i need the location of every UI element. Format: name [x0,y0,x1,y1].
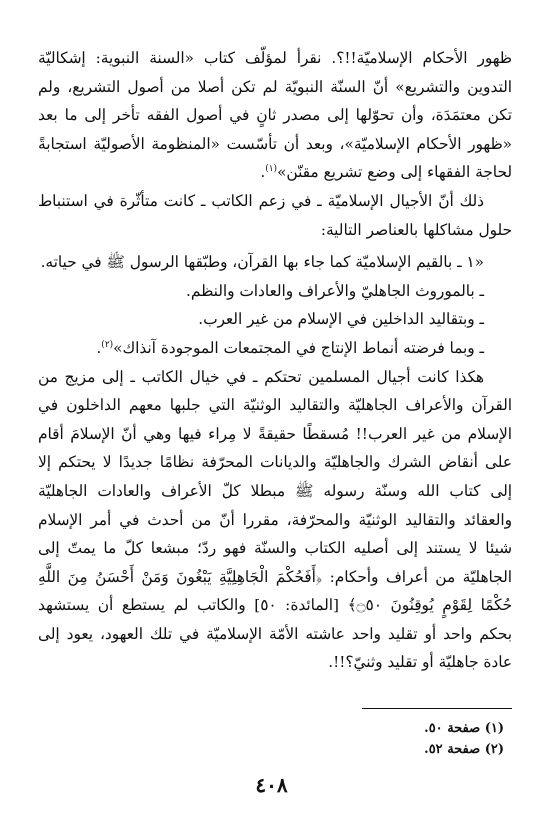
paragraph-intro-text: ظهور الأحكام الإسلاميّة!!؟. نقرأ لمؤلّف كتاب «السنة النبوية: إشكاليّة التدوين والتشريع» أنّ السنّة النبويّة لم تكن أصلا من أصول التشريع، ولم تكن معتمَدَة، وأن تحوّلها إلى مصدر ثانٍ في أصول الفقه تأخر إلى ما بعد «ظهور الأحكام الإسلاميّة»، وبعد أن تأسّست «المنظومة الأصوليّة استجابةً لحاجة الفقهاء إلى وضع تشريع مقنّن» [38,49,512,182]
paragraph-elements: ذلك أنّ الأجيال الإسلاميّة ـ في زعم الكاتب ـ كانت متأثّرة في استنباط حلول مشاكلها بالعناصر التالية: [38,191,512,239]
footnote-ref-2: (٢) [101,339,114,350]
list-item-2: ـ بالموروث الجاهليّ والأعراف والعادات والنظم. [186,281,484,300]
list-item-1: «١ ـ بالقيم الإسلاميّة كما جاء بها القرآن، وطبّقها الرسول ﷺ في حياته. [40,253,484,272]
footnote-2: (٢) صفحة ٥٢. [424,742,504,757]
list-item-4-text: ـ وبما فرضته أنماط الإنتاج في المجتمعات الموجودة آنذاك» [113,338,484,357]
paragraph-intro: ظهور الأحكام الإسلاميّة!!؟. نقرأ لمؤلّف كتاب «السنة النبوية: إشكاليّة التدوين والتشريع» أنّ السنّة النبويّة لم تكن أصلا من أصول التشريع، ولم تكن معتمَدَة، وأن تحوّلها إلى مصدر ثانٍ في أصول الفقه تأخر إلى ما بعد «ظهور الأحكام الإسلاميّة»، وبعد أن تأسّست «المنظومة الأصوليّة استجابةً لحاجة الفقهاء إلى وضع تشريع مقنّن»$^{(١)}$. [38,49,512,182]
footnote-list [424,718,504,760]
footnote-ref-1: (١) [265,164,278,175]
page-number: ٤٠٨ [255,773,288,797]
footnote-divider [362,708,512,709]
footnote-1: (١) صفحة ٥٠. [424,721,504,736]
body-text [38,44,512,677]
list-item-3: ـ وبتقاليد الداخلين في الإسلام من غير العرب. [198,310,484,329]
paragraph-critique: هكذا كانت أجيال المسلمين تحتكم ـ في خيال الكاتب ـ إلى مزيج من القرآن والأعراف الجاهليّة والتقاليد الوثنيّة التي جلبها معهم الداخلون في الإسلام من غير العرب!! مُسقطًا حقيقةً لا مِراء فيها وهي أنّ الإسلامَ أقام على أنقاض الشرك والجاهليّة والديانات المحرّفة نظامًا جديدًا لا يحتكم إلا إلى كتاب الله وسنّة رسوله ﷺ مبطلا كلّ الأعراف والعادات الجاهليّة والعقائد والتقاليد الوثنيّة والمحرّفة، مقررا أنّ من أحدث في أمر الإسلام شيئا لا يستند إلى أصليه الكتاب والسنّة فهو ردّ؛ مبشعا كلّ ما يمتّ إلى الجاهليّة من أعراف وأحكام: ﴿أَفَحُكْمَ الْجَاهِلِيَّةِ يَبْغُونَ وَمَنْ أَحْسَنُ مِنَ اللَّهِ حُكْمًا لِقَوْمٍ يُوقِنُونَ ۝٥٠﴾ [المائدة: ٥٠] والكاتب لم يستطع أن يستشهد بحكم واحد أو تقليد واحد عاشته الأمّة الإسلاميّة في تلك العهود، يعود إلى عادة جاهليّة أو تقليد وثنيّ؟!!. [38,367,512,672]
list-item-4: ـ وبما فرضته أنماط الإنتاج في المجتمعات الموجودة آنذاك»$^{(٢)}$. [96,338,484,357]
